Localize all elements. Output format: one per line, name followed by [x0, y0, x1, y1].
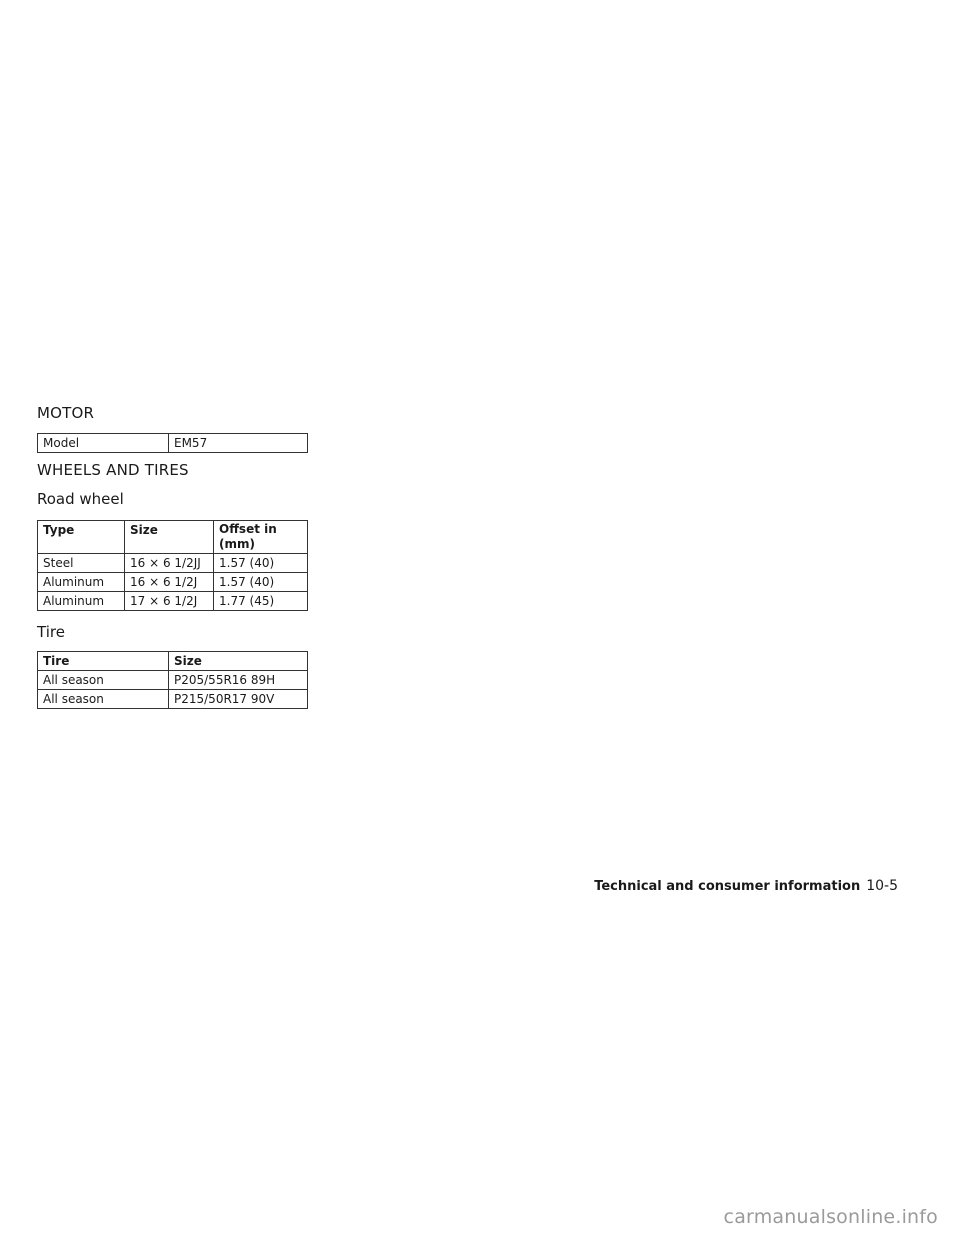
table-row [38, 554, 308, 573]
cell-size: P205/55R16 89H [169, 671, 308, 690]
cell-offset: 1.57 (40) [214, 573, 308, 592]
motor-model-label: Model [38, 434, 169, 453]
table-row [38, 573, 308, 592]
column-header-tire: Tire [38, 652, 169, 671]
road-wheel-table [37, 520, 308, 611]
road-wheel-heading: Road wheel [37, 490, 124, 508]
cell-type: Aluminum [38, 573, 125, 592]
table-header-row [38, 652, 308, 671]
motor-model-value: EM57 [169, 434, 308, 453]
column-header-offset: Offset in (mm) [214, 521, 308, 554]
cell-tire: All season [38, 690, 169, 709]
cell-offset: 1.57 (40) [214, 554, 308, 573]
cell-size: 17 × 6 1/2J [125, 592, 214, 611]
column-header-size: Size [169, 652, 308, 671]
table-row [38, 690, 308, 709]
footer-section-title: Technical and consumer information [594, 879, 861, 894]
cell-size: 16 × 6 1/2J [125, 573, 214, 592]
table-row [38, 434, 308, 453]
column-header-type: Type [38, 521, 125, 554]
table-row [38, 671, 308, 690]
cell-tire: All season [38, 671, 169, 690]
page-footer [594, 878, 898, 894]
table-header-row [38, 521, 308, 554]
column-header-size: Size [125, 521, 214, 554]
wheels-tires-heading: WHEELS AND TIRES [37, 461, 189, 479]
table-row [38, 592, 308, 611]
motor-heading: MOTOR [37, 404, 95, 422]
page-number: 10-5 [866, 878, 898, 894]
tire-heading: Tire [37, 623, 65, 641]
motor-table [37, 433, 308, 453]
cell-size: P215/50R17 90V [169, 690, 308, 709]
cell-size: 16 × 6 1/2JJ [125, 554, 214, 573]
cell-offset: 1.77 (45) [214, 592, 308, 611]
watermark: carmanualsonline.info [723, 1206, 938, 1228]
tire-table [37, 651, 308, 709]
cell-type: Aluminum [38, 592, 125, 611]
cell-type: Steel [38, 554, 125, 573]
